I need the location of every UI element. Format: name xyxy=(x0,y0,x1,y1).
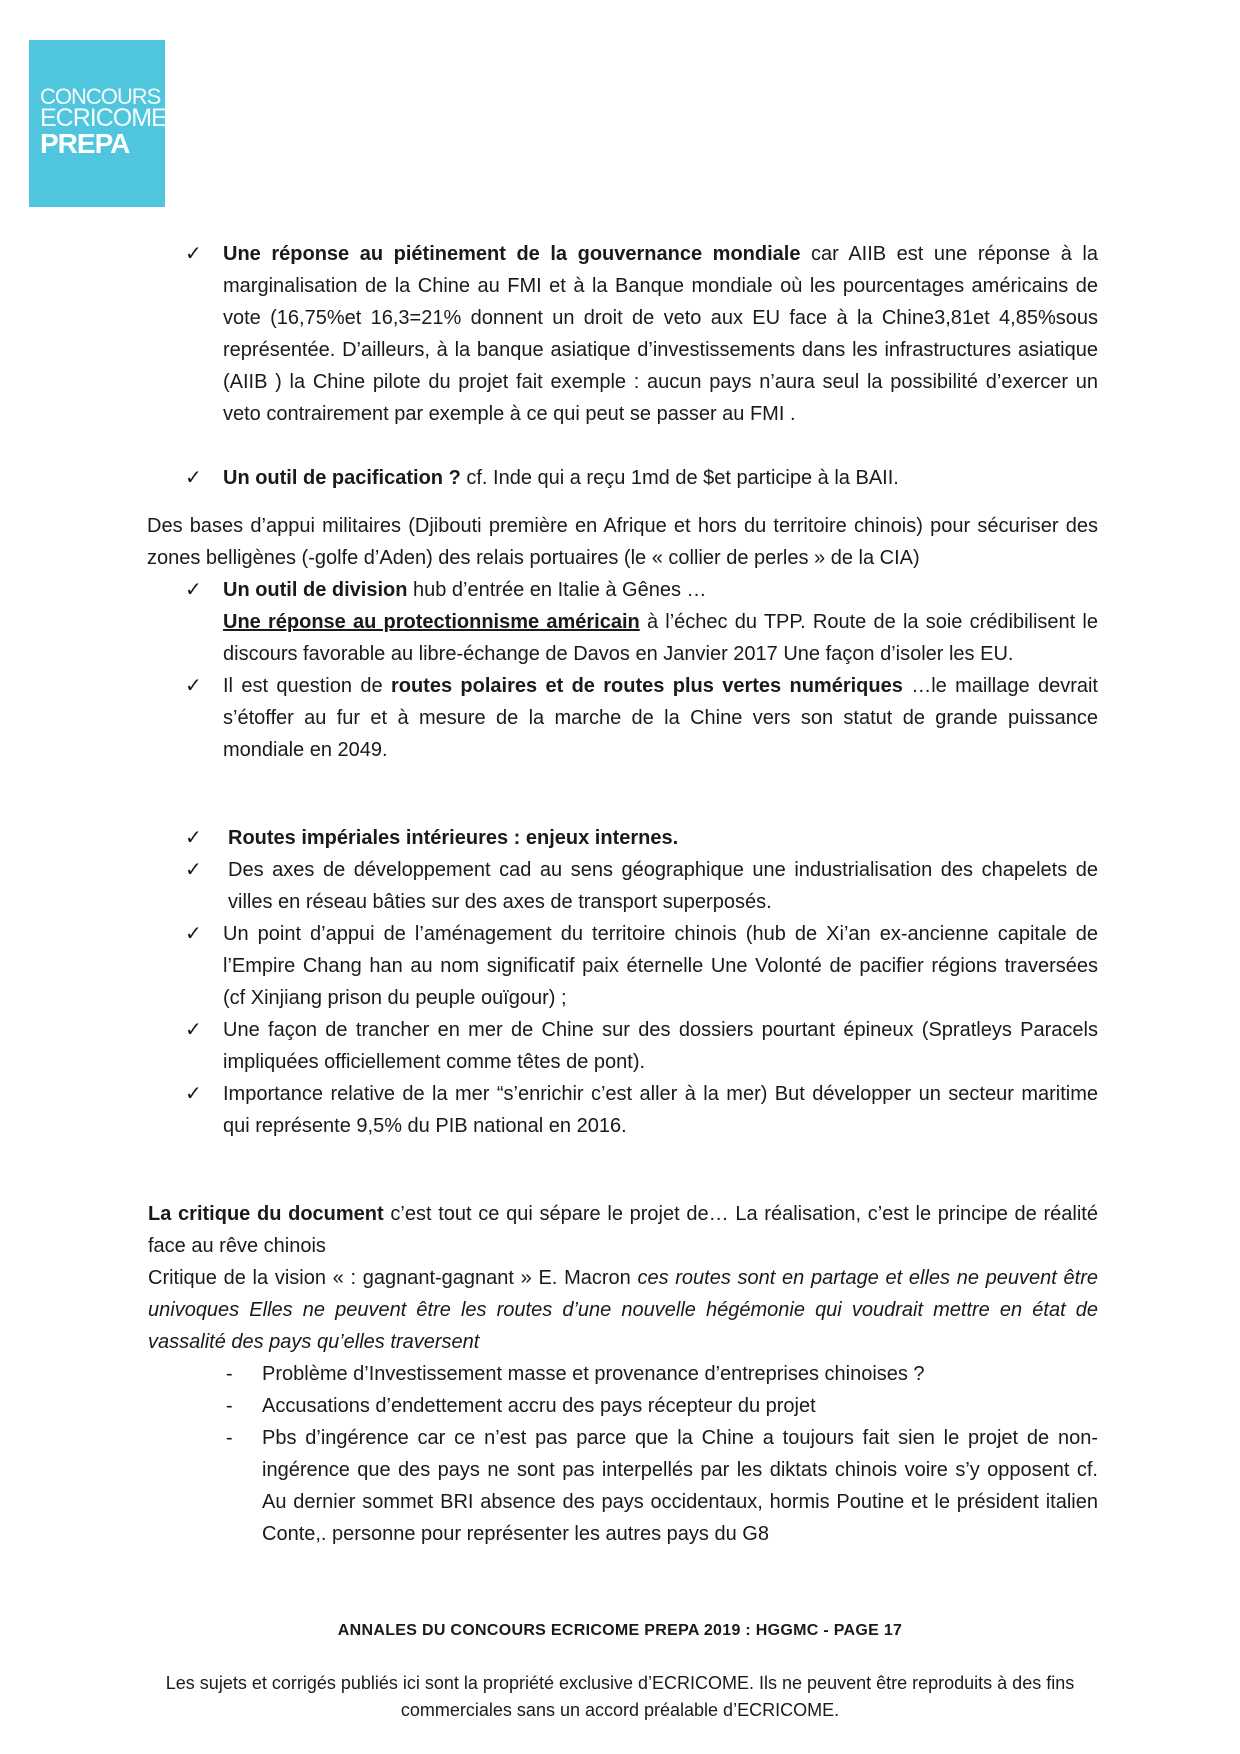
bullet-routes-polaires-text: …le maillage devrait s’étoffer au fur et à mesure de la marche de la Chine vers son statut de grande puissance mondiale en 2049. xyxy=(223,675,1098,761)
dash-endettement-text: Accusations d’endettement accru des pays récepteur du projet xyxy=(262,1395,816,1417)
footer-page-title: ANNALES DU CONCOURS ECRICOME PREPA 2019 : HGGMC - PAGE 17 xyxy=(337,1622,903,1639)
bullet-routes-imperiales xyxy=(148,822,1098,854)
bullet-pacification-text: cf. Inde qui a reçu 1md de $et participe à la BAII. xyxy=(460,467,899,489)
mer-de-chine-text: Une façon de trancher en mer de Chine sur des dossiers pourtant épineux (Spratleys Paracels impliquées officiellement comme têtes de pont). xyxy=(223,1019,1098,1073)
logo-line-ecricome: ECRICOME xyxy=(40,104,167,132)
bullet-routes-polaires xyxy=(148,670,1098,766)
dash-item-endettement xyxy=(148,1390,1098,1422)
bullet-pacification-bold: Un outil de pacification ? xyxy=(223,467,461,489)
dash-item-investissement xyxy=(148,1358,1098,1390)
logo-line-concours: CONCOURS xyxy=(40,84,161,109)
check-icon: ✓ xyxy=(185,1019,202,1041)
document-body xyxy=(148,238,1098,1550)
check-icon: ✓ xyxy=(185,1083,202,1105)
check-icon: ✓ xyxy=(185,923,202,945)
paragraph-critique xyxy=(148,1198,1098,1262)
bullet-division-sub-bold: Une réponse au protectionnisme américain xyxy=(223,611,640,633)
routes-imperiales-title: Routes impériales intérieures : enjeux internes. xyxy=(228,827,679,849)
check-icon: ✓ xyxy=(185,827,202,849)
dash-marker: - xyxy=(226,1427,233,1449)
dash-marker: - xyxy=(226,1395,233,1417)
logo-line-prepa: PREPA xyxy=(40,128,130,159)
bullet-division-text: hub d’entrée en Italie à Gênes … xyxy=(407,579,707,601)
footer-copyright-note: Les sujets et corrigés publiés ici sont la propriété exclusive d’ECRICOME. Ils ne peuvent être reproduits à des fins commerciales sans un accord préalable d’ECRICOME. xyxy=(165,1673,1075,1720)
bullet-routes-polaires-pre: Il est question de xyxy=(223,675,391,697)
dash-item-ingerence xyxy=(148,1422,1098,1550)
paragraph-vision xyxy=(148,1262,1098,1358)
bullet-division-sub xyxy=(148,606,1098,670)
critique-text: c’est tout ce qui sépare le projet de… La réalisation, c’est le principe de réalité face au rêve chinois xyxy=(148,1203,1098,1257)
bullet-division-sub-text: à l’échec du TPP. Route de la soie crédibilisent le discours favorable au libre-échange de Davos en Janvier 2017 Une façon d’isoler les EU. xyxy=(223,611,1099,665)
bullet-routes-polaires-bold: routes polaires et de routes plus vertes numériques xyxy=(390,675,903,697)
axes-developpement-text: Des axes de développement cad au sens géographique une industrialisation des chapelets de villes en réseau bâties sur des axes de transport superposés. xyxy=(228,859,1098,913)
bullet-mer-de-chine xyxy=(148,1014,1098,1078)
paragraph-bases-militaires: Des bases d’appui militaires (Djibouti première en Afrique et hors du territoire chinois) pour sécuriser des zones belligènes (-golfe d’Aden) des relais portuaires (le « collier de perles » de la CIA) xyxy=(147,515,1098,569)
point-appui-text: Un point d’appui de l’aménagement du territoire chinois (hub de Xi’an ex-ancienne capitale de l’Empire Chang han au nom significatif paix éternelle Une Volonté de pacifier régions traversées (cf Xinjiang prison du peuple ouïgour) ; xyxy=(223,923,1098,1009)
check-icon: ✓ xyxy=(185,859,202,881)
critique-bold: La critique du document xyxy=(148,1203,384,1225)
bullet-division xyxy=(148,574,1098,606)
bullet-importance-mer xyxy=(148,1078,1098,1142)
dash-investissement-text: Problème d’Investissement masse et provenance d’entreprises chinoises ? xyxy=(262,1363,925,1385)
check-icon: ✓ xyxy=(185,675,202,697)
bullet-division-bold: Un outil de division xyxy=(223,579,408,601)
bullet-gouvernance-bold: Une réponse au piétinement de la gouvernance mondiale xyxy=(223,243,801,265)
importance-mer-text: Importance relative de la mer “s’enrichir c’est aller à la mer) But développer un secteur maritime qui représente 9,5% du PIB national en 2016. xyxy=(223,1083,1098,1137)
bullet-gouvernance xyxy=(148,238,1098,430)
check-icon: ✓ xyxy=(185,243,202,265)
check-icon: ✓ xyxy=(185,467,202,489)
vision-pre: Critique de la vision « : gagnant-gagnant » E. Macron xyxy=(148,1267,638,1289)
bullet-gouvernance-text: car AIIB est une réponse à la marginalisation de la Chine au FMI et à la Banque mondiale où les pourcentages américains de vote (16,75%et 16,3=21% donnent un droit de veto aux EU face à la Chine3,81et 4,85%sous représentée. D’ailleurs, à la banque asiatique d’investissements dans les infrastructures asiatique (AIIB ) la Chine pilote du projet fait exemple : aucun pays n’aura seul la possibilité d’exercer un veto contrairement par exemple à ce qui peut se passer au FMI . xyxy=(223,243,1098,425)
bullet-point-appui xyxy=(148,918,1098,1014)
vision-italic: ces routes sont en partage et elles ne peuvent être univoques Elles ne peuvent être les routes d’une nouvelle hégémonie qui voudrait mettre en état de vassalité des pays qu’elles traversent xyxy=(148,1267,1098,1353)
bullet-pacification xyxy=(148,462,1098,494)
ecricome-logo xyxy=(29,40,165,207)
bullet-axes-developpement xyxy=(148,854,1098,918)
check-icon: ✓ xyxy=(185,579,202,601)
dash-marker: - xyxy=(226,1363,233,1385)
dash-ingerence-text: Pbs d’ingérence car ce n’est pas parce que la Chine a toujours fait sien le projet de non-ingérence que des pays ne sont pas interpellés par les diktats chinois voire s’y opposent cf. Au dernier sommet BRI absence des pays occidentaux, hormis Poutine et le président italien Conte,. personne pour représenter les autres pays du G8 xyxy=(262,1427,1098,1545)
